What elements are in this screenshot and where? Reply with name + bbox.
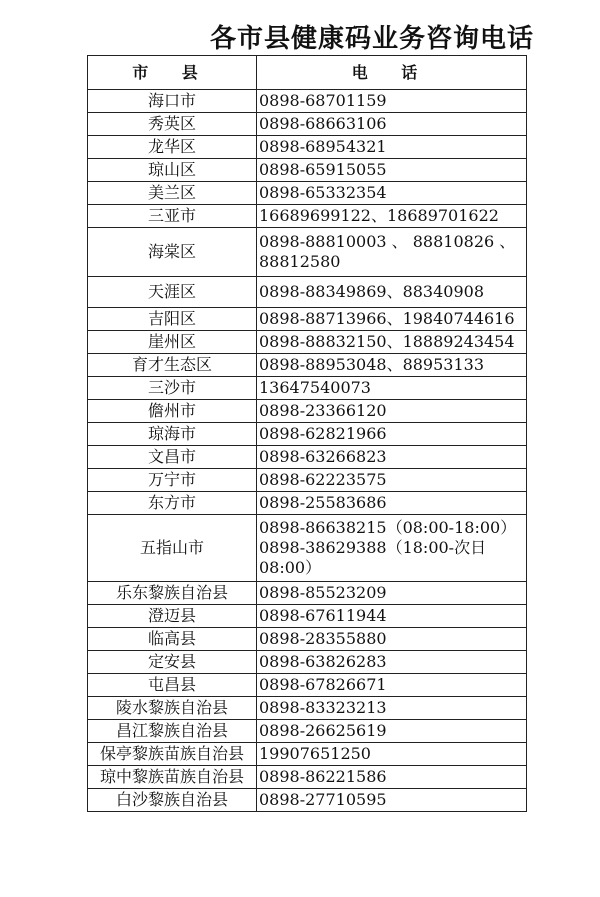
region-cell: 美兰区 bbox=[88, 182, 257, 205]
phone-cell: 0898-68663106 bbox=[257, 113, 527, 136]
phone-cell: 0898-68954321 bbox=[257, 136, 527, 159]
region-cell: 屯昌县 bbox=[88, 674, 257, 697]
table-row bbox=[88, 446, 527, 469]
table-row bbox=[88, 205, 527, 228]
table-row bbox=[88, 651, 527, 674]
phone-cell: 0898-83323213 bbox=[257, 697, 527, 720]
region-cell: 琼中黎族苗族自治县 bbox=[88, 766, 257, 789]
header-region: 市 县 bbox=[88, 56, 257, 90]
table-row bbox=[88, 113, 527, 136]
table-row bbox=[88, 697, 527, 720]
table-row bbox=[88, 766, 527, 789]
phone-cell: 0898-85523209 bbox=[257, 582, 527, 605]
table-row bbox=[88, 469, 527, 492]
table-row bbox=[88, 159, 527, 182]
table-row bbox=[88, 377, 527, 400]
table-row bbox=[88, 182, 527, 205]
table-row bbox=[88, 492, 527, 515]
document-title: 各市县健康码业务咨询电话 bbox=[210, 24, 535, 54]
phone-cell: 19907651250 bbox=[257, 743, 527, 766]
region-cell: 东方市 bbox=[88, 492, 257, 515]
phone-cell: 0898-88349869、88340908 bbox=[257, 277, 527, 308]
table-row bbox=[88, 228, 527, 277]
phone-cell: 0898-88832150、18889243454 bbox=[257, 331, 527, 354]
region-cell: 海口市 bbox=[88, 90, 257, 113]
region-cell: 三亚市 bbox=[88, 205, 257, 228]
phone-cell: 0898-62223575 bbox=[257, 469, 527, 492]
phone-cell: 0898-28355880 bbox=[257, 628, 527, 651]
region-cell: 陵水黎族自治县 bbox=[88, 697, 257, 720]
table-row bbox=[88, 90, 527, 113]
phone-cell: 0898-65332354 bbox=[257, 182, 527, 205]
table-row bbox=[88, 136, 527, 159]
table-row bbox=[88, 354, 527, 377]
region-cell: 昌江黎族自治县 bbox=[88, 720, 257, 743]
phone-cell: 13647540073 bbox=[257, 377, 527, 400]
table-header-row bbox=[88, 56, 527, 90]
phone-cell: 0898-26625619 bbox=[257, 720, 527, 743]
region-cell: 乐东黎族自治县 bbox=[88, 582, 257, 605]
region-cell: 崖州区 bbox=[88, 331, 257, 354]
phone-cell: 0898-88810003 、 88810826 、88812580 bbox=[257, 228, 527, 277]
table-row bbox=[88, 308, 527, 331]
region-cell: 天涯区 bbox=[88, 277, 257, 308]
table-row bbox=[88, 743, 527, 766]
phone-cell: 0898-25583686 bbox=[257, 492, 527, 515]
table-row bbox=[88, 400, 527, 423]
phone-table bbox=[87, 55, 527, 812]
phone-cell: 16689699122、18689701622 bbox=[257, 205, 527, 228]
phone-cell: 0898-88713966、19840744616 bbox=[257, 308, 527, 331]
table-row bbox=[88, 605, 527, 628]
table-row bbox=[88, 277, 527, 308]
region-cell: 琼山区 bbox=[88, 159, 257, 182]
region-cell: 定安县 bbox=[88, 651, 257, 674]
phone-cell: 0898-65915055 bbox=[257, 159, 527, 182]
header-phone: 电 话 bbox=[257, 56, 527, 90]
table-row bbox=[88, 789, 527, 812]
phone-cell: 0898-27710595 bbox=[257, 789, 527, 812]
table-row bbox=[88, 720, 527, 743]
region-cell: 五指山市 bbox=[88, 515, 257, 582]
table-row bbox=[88, 582, 527, 605]
table-row bbox=[88, 515, 527, 582]
region-cell: 育才生态区 bbox=[88, 354, 257, 377]
phone-cell: 0898-67826671 bbox=[257, 674, 527, 697]
phone-cell: 0898-86221586 bbox=[257, 766, 527, 789]
region-cell: 海棠区 bbox=[88, 228, 257, 277]
region-cell: 澄迈县 bbox=[88, 605, 257, 628]
region-cell: 文昌市 bbox=[88, 446, 257, 469]
region-cell: 秀英区 bbox=[88, 113, 257, 136]
phone-cell: 0898-67611944 bbox=[257, 605, 527, 628]
region-cell: 三沙市 bbox=[88, 377, 257, 400]
table-row bbox=[88, 674, 527, 697]
region-cell: 万宁市 bbox=[88, 469, 257, 492]
phone-cell: 0898-63826283 bbox=[257, 651, 527, 674]
region-cell: 临高县 bbox=[88, 628, 257, 651]
phone-cell: 0898-68701159 bbox=[257, 90, 527, 113]
phone-cell: 0898-86638215（08:00-18:00）0898-38629388（18:00-次日08:00） bbox=[257, 515, 527, 582]
region-cell: 保亭黎族苗族自治县 bbox=[88, 743, 257, 766]
phone-cell: 0898-62821966 bbox=[257, 423, 527, 446]
phone-cell: 0898-23366120 bbox=[257, 400, 527, 423]
region-cell: 龙华区 bbox=[88, 136, 257, 159]
region-cell: 琼海市 bbox=[88, 423, 257, 446]
region-cell: 儋州市 bbox=[88, 400, 257, 423]
phone-cell: 0898-63266823 bbox=[257, 446, 527, 469]
table-row bbox=[88, 331, 527, 354]
table-row bbox=[88, 628, 527, 651]
region-cell: 吉阳区 bbox=[88, 308, 257, 331]
table-row bbox=[88, 423, 527, 446]
region-cell: 白沙黎族自治县 bbox=[88, 789, 257, 812]
phone-cell: 0898-88953048、88953133 bbox=[257, 354, 527, 377]
